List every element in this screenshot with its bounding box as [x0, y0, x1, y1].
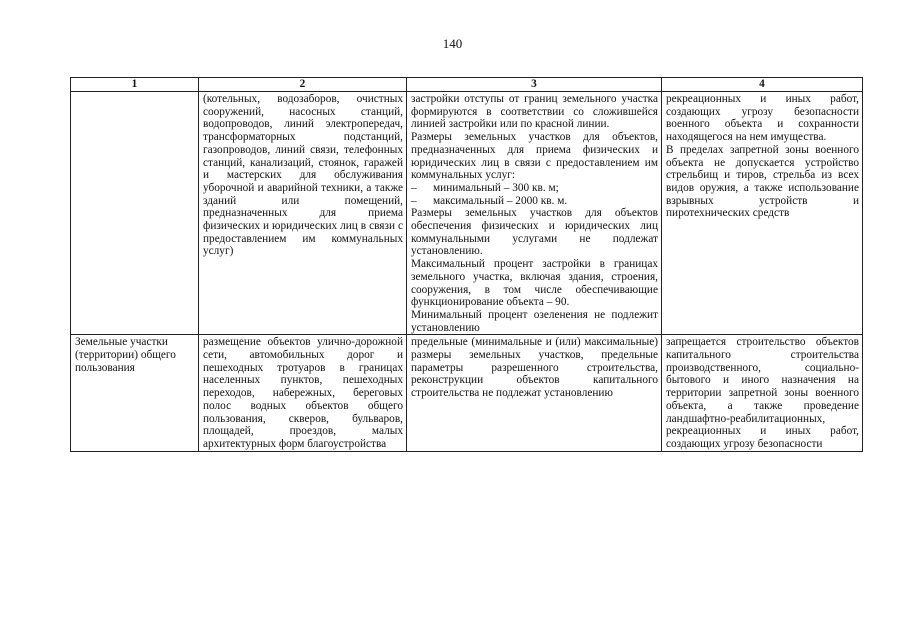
table-header-row [71, 78, 863, 92]
regulations-table [70, 77, 863, 452]
row1-params-paragraph: Размеры земельных участков для объектов обеспечения физических и юридических лиц коммунальными услугами не подлежат установлению. [411, 207, 658, 258]
dash-bullet: – [411, 194, 417, 207]
row1-params-paragraph: Максимальный процент застройки в границах земельного участка, включая здания, строения, сооружения, в том числе обеспечивающие функционирование объекта – 90. [411, 258, 658, 309]
row1-cell-restrictions [662, 92, 863, 335]
list-item [411, 195, 658, 208]
row2-land-type-text: Земельные участки (территории) общего пользования [75, 336, 176, 374]
column-header-3: 3 [407, 78, 662, 92]
row2-cell-land-use-type [71, 335, 199, 451]
row1-params-paragraph: застройки отступы от границ земельного участка формируются в соответствии со сложившейся линией застройки или по красной линии. [411, 93, 658, 131]
row2-cell-permitted-use [199, 335, 407, 451]
list-item [411, 182, 658, 195]
page-number: 140 [442, 36, 463, 51]
table-row [71, 335, 863, 451]
column-header-4: 4 [662, 78, 863, 92]
row2-permitted-use-text: размещение объектов улично-дорожной сети, автомобильных дорог и пешеходных тротуаров в границах населенных пунктов, пешеходных переходов, набережных, береговых полос водных объектов общего пользования, скверов, бульваров, площадей, проездов, малых архитектурных форм благоустройства [203, 336, 403, 450]
row1-restrictions-paragraph: рекреационных и иных работ, создающих угрозу безопасности военного объекта и сохранности находящегося на нем имущества. [666, 93, 859, 144]
row2-cell-parameters [407, 335, 662, 451]
row2-params-text: предельные (минимальные и (или) максимальные) размеры земельных участков, предельные параметры разрешенного строительства, реконструкции объектов капитального строительства не подлежат установлению [411, 336, 658, 400]
row2-cell-restrictions [662, 335, 863, 451]
list-item-text: максимальный – 2000 кв. м. [433, 194, 568, 207]
row1-permitted-use-text: (котельных, водозаборов, очистных сооружений, насосных станций, водопроводов, линий электропередач, трансформаторных подстанций, газопроводов, линий связи, телефонных станций, канализаций, стоянок, гаражей и мастерских для обслуживания уборочной и аварийной техники, а также зданий или помещений, предназначенных для приема физических и юридических лиц в связи с предоставлением им коммунальных услуг) [203, 93, 403, 258]
list-item-text: минимальный – 300 кв. м; [433, 181, 559, 194]
row1-cell-parameters [407, 92, 662, 335]
row2-restrictions-text: запрещается строительство объектов капитального строительства производственного, социально-бытового и иного назначения на территории запретной зоны военного объекта, а также проведение ландшафтно-реабилитационных, рекреационных и иных работ, создающих угрозу безопасности [666, 336, 859, 450]
column-header-2: 2 [199, 78, 407, 92]
row1-params-paragraph: Минимальный процент озеленения не подлежит установлению [411, 308, 658, 334]
row1-restrictions-paragraph: В пределах запретной зоны военного объекта не допускается устройство стрельбищ и тиров, стрельба из всех видов оружия, а также использование взрывных устройств и пиротехнических средств [666, 143, 859, 220]
column-header-1: 1 [71, 78, 199, 92]
row1-params-paragraph: Размеры земельных участков для объектов, предназначенных для приема физических и юридических лиц в связи с предоставлением им коммунальных услуг: [411, 131, 658, 182]
table-row [71, 92, 863, 335]
dash-bullet: – [411, 181, 417, 194]
row1-cell-land-use-type [71, 92, 199, 335]
row1-cell-permitted-use [199, 92, 407, 335]
